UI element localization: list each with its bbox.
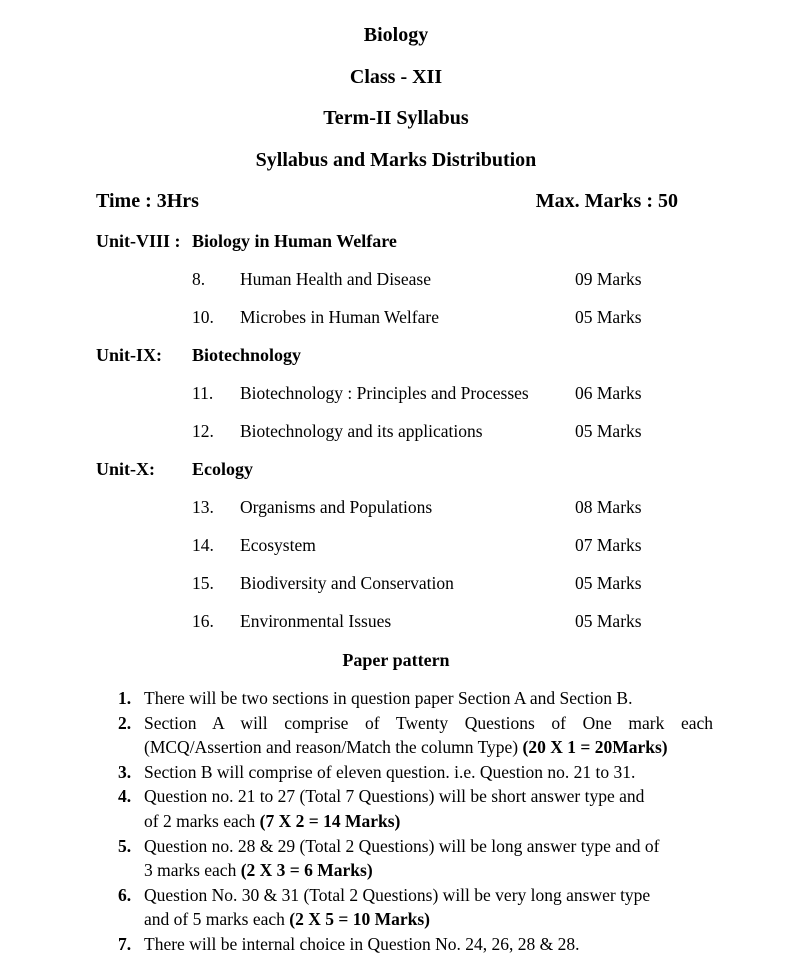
chapter-number: 16. [192,611,214,631]
chapter-marks: 05 Marks [575,611,642,631]
item-text: Section A will comprise of Twenty Questions of One mark each [144,712,713,733]
chapter-name: Human Health and Disease [240,269,431,289]
item-number: 5. [118,835,132,856]
list-item [118,784,713,833]
chapter-name: Biotechnology and its applications [240,421,483,441]
max-marks-label: Max. Marks : 50 [535,190,678,212]
chapter-marks: 05 Marks [575,307,642,327]
item-text: and of 5 marks each [144,909,290,930]
unit-title: Ecology [192,459,253,479]
unit-label: Unit-VIII : [96,231,181,251]
chapter-marks: 06 Marks [575,383,642,403]
chapter-name: Environmental Issues [240,611,392,631]
class-title: Class - XII [349,66,443,88]
item-text: Question No. 30 & 31 (Total 2 Questions) will be very long answer type [144,884,651,905]
syllabus-subtitle: Syllabus and Marks Distribution [255,149,537,171]
chapter-number: 11. [192,383,214,403]
item-number: 4. [118,786,132,807]
marks-formula: (7 X 2 = 14 Marks) [259,810,401,831]
subject-title: Biology [363,24,429,46]
list-item [118,760,713,785]
item-text: 3 marks each [144,860,241,881]
chapter-number: 14. [192,535,214,555]
item-text: There will be two sections in question paper Section A and Section B. [144,688,633,708]
item-text: Question no. 21 to 27 (Total 7 Questions) will be short answer type and [144,786,645,807]
marks-formula: (2 X 5 = 10 Marks) [289,909,431,930]
time-label: Time : 3Hrs [96,190,199,212]
chapter-name: Organisms and Populations [240,497,433,517]
item-number: 3. [118,761,132,782]
term-title: Term-II Syllabus [323,107,469,129]
chapter-name: Biotechnology : Principles and Processes [240,383,529,403]
list-item [118,883,713,932]
item-number: 7. [118,933,132,954]
item-text: Section B will comprise of eleven question. i.e. Question no. 21 to 31. [144,761,636,782]
item-number: 6. [118,884,132,905]
chapter-number: 10. [192,307,214,327]
chapter-name: Ecosystem [240,535,316,555]
paper-pattern-list [118,686,713,957]
chapter-number: 15. [192,573,214,593]
item-text: of 2 marks each [144,810,260,831]
list-item [118,834,713,883]
chapter-marks: 05 Marks [575,573,642,593]
item-text: Question no. 28 & 29 (Total 2 Questions) will be long answer type and of [144,835,660,856]
paper-pattern-heading: Paper pattern [342,650,450,670]
unit-label: Unit-X: [96,459,155,479]
chapter-marks: 09 Marks [575,269,642,289]
chapter-marks: 08 Marks [575,497,642,517]
chapter-name: Microbes in Human Welfare [240,307,439,327]
chapter-name: Biodiversity and Conservation [240,573,454,593]
chapter-number: 8. [192,269,206,289]
unit-label: Unit-IX: [96,345,162,365]
chapter-marks: 07 Marks [575,535,642,555]
item-number: 1. [118,688,132,708]
chapter-marks: 05 Marks [575,421,642,441]
marks-formula: (20 X 1 = 20Marks) [522,737,668,758]
marks-formula: (2 X 3 = 6 Marks) [240,860,373,881]
item-text: There will be internal choice in Question No. 24, 26, 28 & 28. [144,933,580,954]
chapter-number: 13. [192,497,214,517]
list-item [118,711,713,760]
unit-title: Biology in Human Welfare [192,231,397,251]
item-number: 2. [118,712,132,733]
chapter-number: 12. [192,421,214,441]
item-text: (MCQ/Assertion and reason/Match the column Type) [144,737,523,758]
list-item [118,932,713,957]
list-item [118,686,713,711]
unit-title: Biotechnology [192,345,302,365]
